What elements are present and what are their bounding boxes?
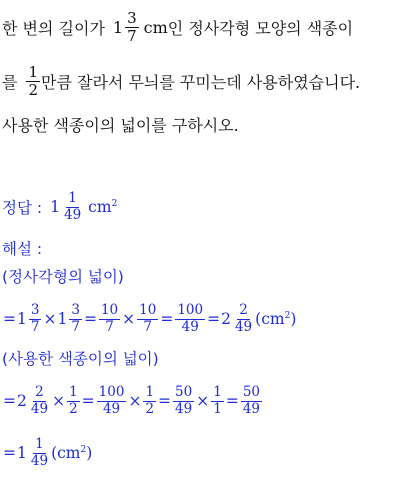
equals-sign: = — [83, 310, 97, 328]
answer-line — [2, 184, 117, 230]
cut-fraction-denominator: 2 — [28, 80, 39, 99]
side-length-fraction — [125, 8, 139, 45]
equals-sign: = — [207, 310, 221, 328]
eq1-unit-close: ) — [290, 310, 297, 328]
answer-denominator: 49 — [63, 206, 82, 223]
solution-equation-2 — [2, 378, 263, 424]
solution-label: 해설 : — [2, 240, 43, 258]
solution-equation-1 — [2, 296, 296, 342]
solution-heading-1-text: (정사각형의 넓이) — [2, 268, 124, 286]
answer-numerator: 1 — [68, 190, 77, 206]
solution-heading-2-text: (사용한 색종이의 넓이) — [2, 350, 159, 368]
eq1-unit — [255, 310, 296, 328]
eq2-term1-fraction — [29, 386, 50, 416]
eq2-term2-numerator: 1 — [69, 384, 78, 400]
eq1-term3-fraction — [99, 304, 120, 334]
eq1-term6-whole: 2 — [221, 310, 231, 328]
eq2-term1-numerator: 2 — [35, 384, 44, 400]
eq1-term4-fraction — [137, 304, 158, 334]
eq1-term6-numerator: 2 — [239, 302, 248, 318]
eq1-term1-whole: 1 — [17, 310, 27, 328]
answer-unit-base: cm — [88, 198, 112, 216]
times-sign: × — [128, 392, 142, 410]
eq2-term4-numerator: 1 — [145, 384, 155, 400]
eq1-term3-denominator: 7 — [105, 318, 114, 335]
answer-unit-exponent: 2 — [111, 198, 118, 209]
solution-equation-3 — [2, 430, 92, 476]
eq1-unit-exponent: 2 — [284, 310, 291, 321]
eq2-term6-numerator: 1 — [213, 384, 222, 400]
solution-heading-1 — [2, 264, 124, 288]
answer-unit — [88, 198, 117, 216]
eq3-term1-denominator: 49 — [30, 452, 49, 469]
eq1-term6-fraction — [233, 304, 254, 334]
eq2-term1-whole: 2 — [17, 392, 27, 410]
equals-sign: = — [3, 392, 16, 410]
side-length-unit: cm — [143, 17, 168, 37]
eq2-term7-fraction — [241, 386, 262, 416]
eq1-unit-base: (cm — [255, 310, 285, 328]
eq1-term2-denominator: 7 — [71, 318, 80, 335]
eq2-term4-denominator: 2 — [145, 400, 155, 417]
answer-fraction — [62, 192, 83, 222]
problem-line-1-rest: 인 정사각형 모양의 색종이 — [167, 18, 354, 38]
problem-line-1-text: 한 변의 길이가 — [2, 18, 105, 38]
eq2-term5-numerator: 50 — [175, 384, 193, 400]
eq1-term5-numerator: 100 — [177, 302, 204, 318]
eq2-term7-numerator: 50 — [242, 384, 260, 400]
eq2-term3-fraction — [97, 386, 127, 416]
eq2-term3-numerator: 100 — [98, 384, 125, 400]
equals-sign: = — [3, 444, 16, 462]
problem-line-3 — [2, 112, 239, 136]
times-sign: × — [196, 392, 210, 410]
eq3-unit-base: (cm — [51, 444, 81, 462]
problem-line-1 — [2, 4, 353, 50]
eq2-term6-fraction — [211, 386, 224, 416]
eq3-term1-whole: 1 — [17, 444, 27, 462]
eq2-term1-denominator: 49 — [30, 400, 49, 417]
side-length-whole: 1 — [112, 17, 124, 37]
equals-sign: = — [158, 392, 172, 410]
eq1-term2-numerator: 3 — [71, 302, 80, 318]
cut-fraction — [26, 62, 40, 99]
problem-line-2-rest: 만큼 잘라서 무늬를 꾸미는데 사용하였습니다. — [41, 72, 361, 92]
eq1-term5-denominator: 49 — [181, 318, 199, 335]
problem-line-2 — [2, 58, 360, 104]
eq3-term1-numerator: 1 — [35, 436, 44, 452]
side-length-numerator: 3 — [127, 8, 137, 27]
eq2-term5-fraction — [173, 386, 194, 416]
eq1-term6-denominator: 49 — [234, 318, 253, 335]
eq2-term5-denominator: 49 — [175, 400, 193, 417]
eq2-term4-fraction — [143, 386, 156, 416]
problem-line-3-text: 사용한 색종이의 넓이를 구하시오. — [2, 115, 239, 135]
eq3-unit — [51, 444, 92, 462]
eq3-term1-fraction — [29, 438, 50, 468]
eq3-unit-exponent: 2 — [80, 444, 87, 455]
cut-fraction-numerator: 1 — [28, 62, 39, 81]
eq2-term7-denominator: 49 — [242, 400, 260, 417]
equals-sign: = — [225, 392, 239, 410]
answer-label: 정답 : — [2, 199, 43, 217]
answer-whole: 1 — [50, 198, 60, 216]
eq1-term5-fraction — [175, 304, 205, 334]
times-sign: × — [52, 392, 66, 410]
equals-sign: = — [160, 310, 174, 328]
side-length-denominator: 7 — [127, 26, 137, 45]
eq1-term1-numerator: 3 — [30, 302, 40, 318]
solution-heading-2 — [2, 346, 159, 370]
eq2-term6-denominator: 1 — [213, 400, 222, 417]
eq2-term2-denominator: 2 — [69, 400, 78, 417]
equals-sign: = — [81, 392, 95, 410]
times-sign: × — [43, 310, 57, 328]
eq1-term2-fraction — [69, 304, 82, 334]
eq2-term3-denominator: 49 — [102, 400, 121, 417]
eq3-unit-close: ) — [86, 444, 93, 462]
solution-label-line — [2, 236, 42, 260]
equals-sign: = — [3, 310, 16, 328]
eq1-term4-numerator: 10 — [139, 302, 157, 318]
eq2-term2-fraction — [67, 386, 80, 416]
eq1-term4-denominator: 7 — [143, 318, 153, 335]
eq1-term3-numerator: 10 — [100, 302, 119, 318]
eq1-term1-fraction — [29, 304, 42, 334]
times-sign: × — [122, 310, 136, 328]
eq1-term2-whole: 1 — [57, 310, 68, 328]
eq1-term1-denominator: 7 — [30, 318, 40, 335]
problem-line-2-pre: 를 — [2, 72, 18, 92]
